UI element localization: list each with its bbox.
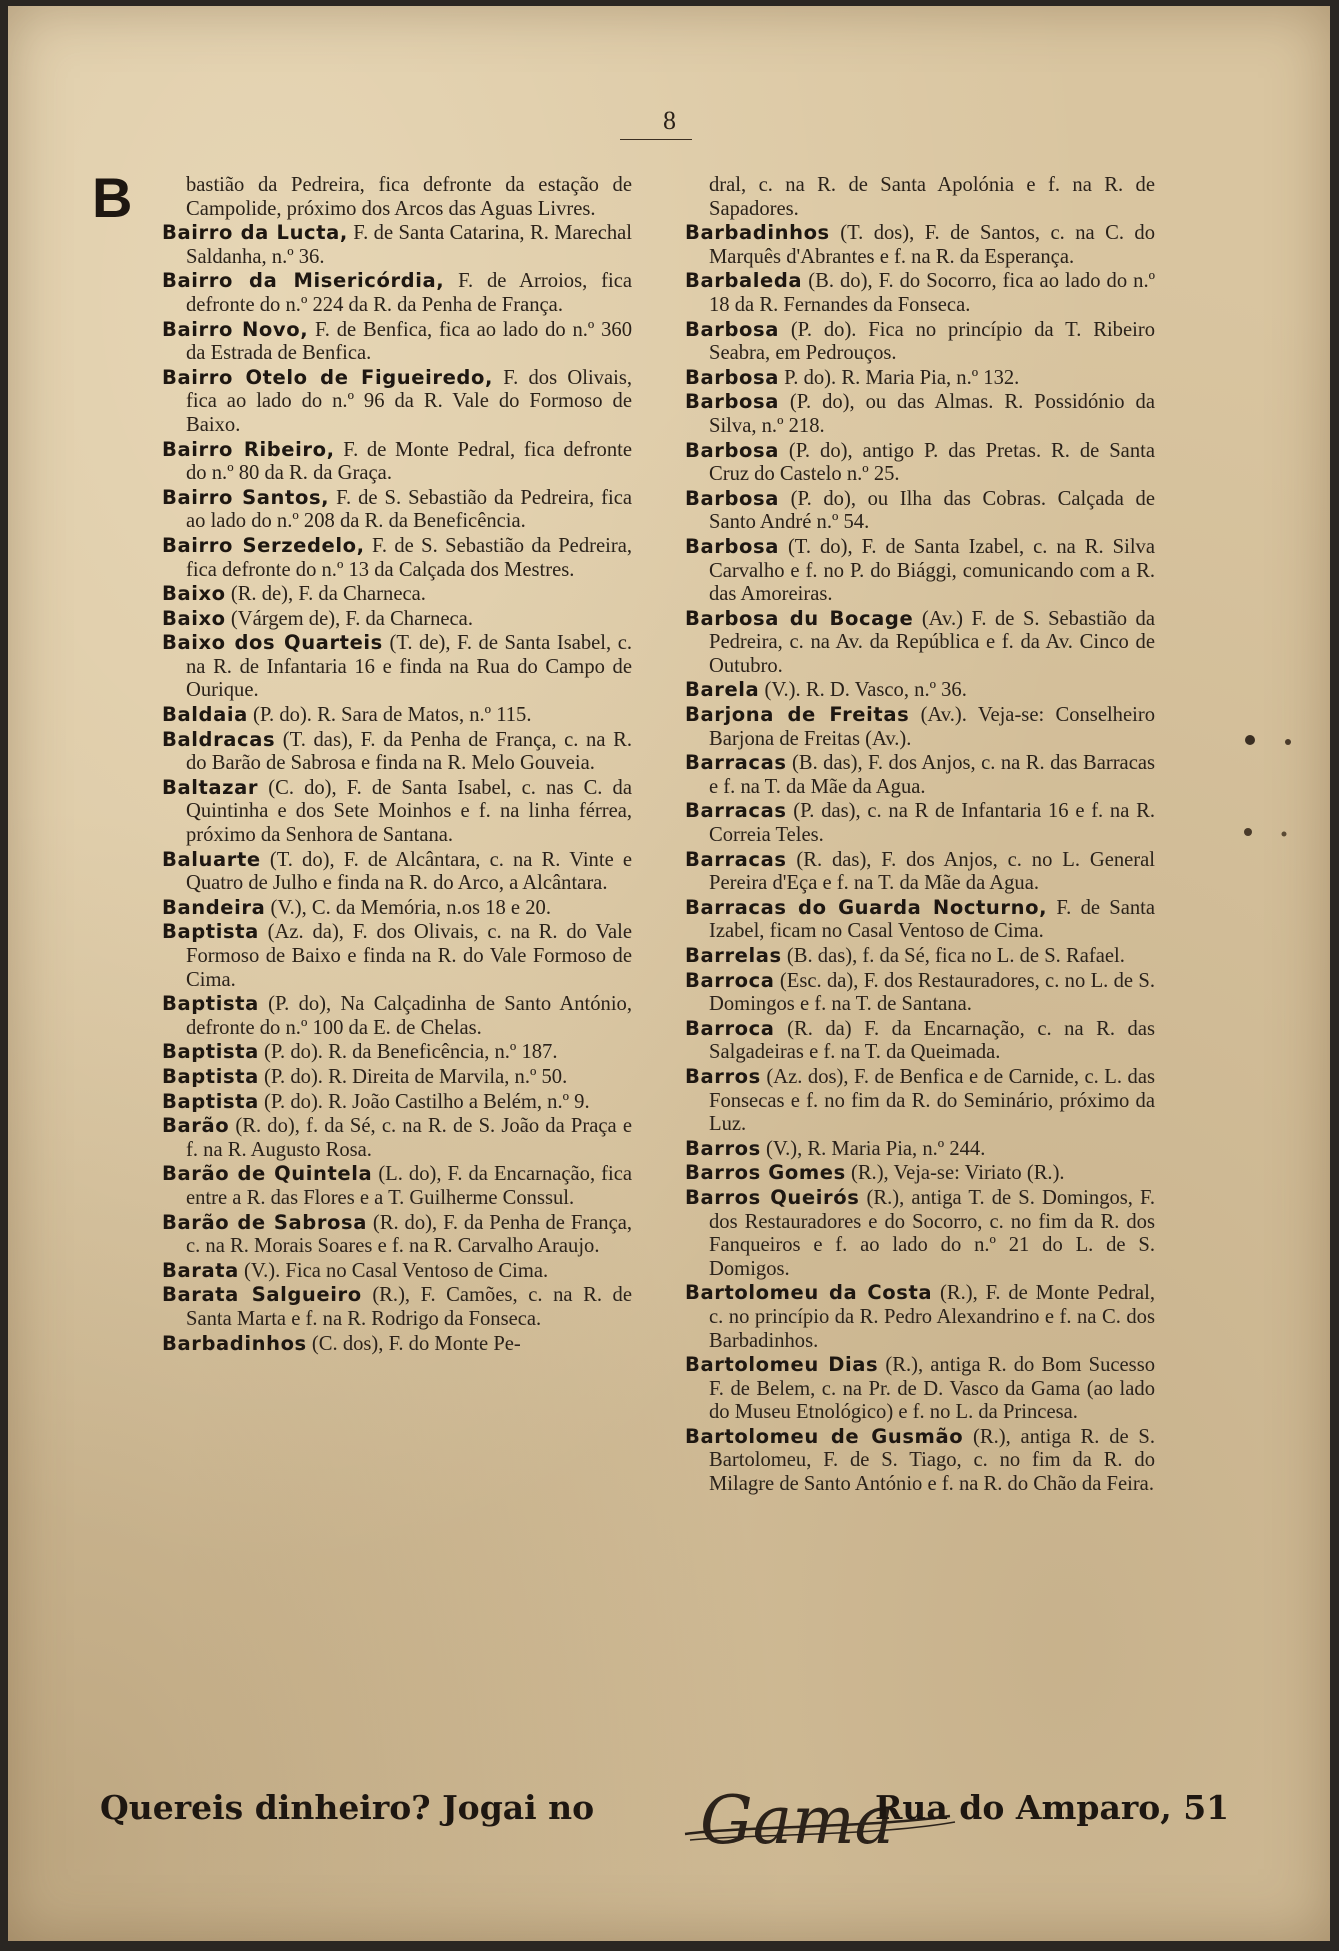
entry-text: F. dos Olivais, fica ao lado do n.º 96 da R. Vale do Formoso de Baixo. — [186, 366, 632, 436]
entry-headword: Barbosa — [685, 486, 779, 510]
index-entry — [162, 221, 632, 269]
entry-text: (R.), F. Camões, c. na R. de Santa Marta e f. na R. Rodrigo da Fonseca. — [186, 1284, 632, 1330]
entry-text: dral, c. na R. de Santa Apolónia e f. na R. de Sapadores. — [709, 174, 1155, 220]
entry-text: (P. do). Fica no princípio da T. Ribeiro Seabra, em Pedrouços. — [709, 318, 1155, 365]
entry-text: (R.), antiga R. de S. Bartolomeu, F. de S. Tiago, c. no fim da R. do Milagre de Santo António e f. na R. do Chão da Feira. — [709, 1425, 1155, 1496]
index-entry — [685, 848, 1155, 896]
index-entry — [162, 486, 632, 534]
index-entry — [162, 318, 632, 366]
index-entry — [685, 896, 1155, 944]
ink-specks — [1240, 720, 1320, 840]
entry-text: (V.), C. da Memória, n.os 18 e 20. — [265, 896, 551, 919]
entry-text: (Av.) F. de S. Sebastião da Pedreira, c. na Av. da República e f. da Av. Cinco de Outubro. — [709, 607, 1155, 677]
entry-text: (Várgem de), F. da Charneca. — [225, 607, 473, 630]
entry-text: (P. do), antigo P. das Pretas. R. de Santa Cruz do Castelo n.º 25. — [709, 439, 1155, 486]
entry-text: (P. do). R. Direita de Marvila, n.º 50. — [258, 1065, 568, 1088]
entry-headword: Baixo dos Quarteis — [162, 631, 383, 655]
entry-text: bastião da Pedreira, fica defronte da estação de Campolide, próximo dos Arcos das Aguas Livres. — [186, 174, 632, 220]
entry-text: (T. dos), F. de Santos, c. na C. do Marquês d'Abrantes e f. na R. da Esperança. — [709, 222, 1155, 268]
index-entry — [162, 366, 632, 438]
entry-text: (P. do). R. Sara de Matos, n.º 115. — [247, 704, 532, 727]
index-entry — [685, 969, 1155, 1017]
entry-text: (Az. dos), F. de Benfica e de Carnide, c. L. das Fonsecas e f. no fim da R. do Seminário, próximo da Luz. — [709, 1065, 1155, 1136]
index-entry — [162, 582, 632, 607]
index-entry — [685, 1065, 1155, 1137]
entry-text: (V.). R. D. Vasco, n.º 36. — [759, 679, 967, 702]
index-entry — [685, 221, 1155, 269]
entry-text: (T. das), F. da Penha de França, c. na R. do Barão de Sabrosa e finda na R. Melo Gouveia. — [186, 728, 632, 775]
entry-text: (T. do), F. de Alcântara, c. na R. Vinte e Quatro de Julho e finda na R. do Arco, a Alcântara. — [186, 848, 632, 895]
index-entry — [162, 728, 632, 776]
entry-text: (Az. da), F. dos Olivais, c. na R. do Vale Formoso de Baixo e finda na R. do Vale Formoso de Cima. — [186, 921, 632, 991]
index-entry — [162, 438, 632, 486]
index-entry — [685, 944, 1155, 969]
index-entry — [685, 1137, 1155, 1162]
entry-headword: Bairro da Misericórdia, — [162, 269, 445, 293]
entry-headword: Barrelas — [685, 944, 782, 967]
entry-text: (T. de), F. de Santa Isabel, c. na R. de Infantaria 16 e finda na Rua do Campo de Ourique. — [186, 632, 633, 702]
index-entry — [162, 920, 632, 992]
index-entry — [685, 799, 1155, 847]
entry-headword: Bairro Serzedelo, — [162, 533, 365, 557]
index-entry — [685, 607, 1155, 679]
entry-headword: Barracas — [685, 847, 787, 871]
index-entry — [162, 1162, 632, 1210]
entry-headword: Barão de Sabrosa — [162, 1210, 368, 1234]
footer-text-right: Rua do Amparo, 51 — [875, 1788, 1230, 1827]
index-entry — [162, 1090, 632, 1115]
entry-headword: Barracas — [685, 799, 787, 823]
entry-headword: Barracas do Guarda Nocturno, — [685, 895, 1048, 919]
entry-text: F. de Arroios, fica defronte do n.º 224 da R. da Penha de França. — [186, 270, 632, 316]
entry-headword: Barata — [162, 1258, 239, 1282]
entry-text: (R.), Veja-se: Viriato (R.). — [845, 1162, 1065, 1185]
index-entry — [685, 1425, 1155, 1497]
entry-headword: Barbosa — [685, 438, 779, 462]
index-entry — [685, 1281, 1155, 1353]
index-entry — [685, 751, 1155, 799]
index-entry — [685, 487, 1155, 535]
entry-headword: Barros — [685, 1064, 761, 1088]
entry-headword: Barbosa — [685, 317, 779, 341]
entry-headword: Barros — [685, 1136, 761, 1160]
entry-text: (R.), antiga R. do Bom Sucesso F. de Belem, c. na Pr. de D. Vasco da Gama (ao lado do Museu Etnológico) e f. no L. da Princesa. — [709, 1354, 1156, 1424]
left-column — [162, 174, 632, 1356]
entry-headword: Barela — [685, 678, 760, 702]
index-entry — [162, 631, 632, 703]
entry-headword: Barbosa — [685, 534, 779, 558]
entry-text: (L. do), F. da Encarnação, fica entre a R. das Flores e a T. Guilherme Conssul. — [186, 1163, 632, 1209]
advertisement-footer — [100, 1780, 1240, 1859]
index-entry — [162, 174, 632, 221]
entry-text: F. de Santa Izabel, ficam no Casal Ventoso de Cima. — [709, 896, 1156, 943]
index-entry — [162, 1211, 632, 1259]
index-entry — [162, 1114, 632, 1162]
entry-headword: Barroca — [685, 968, 775, 992]
entry-text: F. de S. Sebastião da Pedreira, fica ao lado do n.º 208 da R. da Beneficência. — [186, 486, 633, 533]
entry-text: F. de Benfica, fica ao lado do n.º 360 da Estrada de Benfica. — [186, 318, 632, 365]
index-entry — [162, 848, 632, 896]
index-entry — [162, 534, 632, 582]
page-number-rule — [620, 139, 692, 140]
entry-headword: Barbosa — [685, 390, 779, 414]
entry-headword: Baltazar — [162, 775, 259, 799]
entry-headword: Baldracas — [162, 727, 276, 751]
entry-headword: Barata Salgueiro — [162, 1283, 362, 1307]
entry-headword: Barros Gomes — [685, 1161, 846, 1185]
index-entry — [162, 1332, 632, 1357]
index-entry — [685, 535, 1155, 607]
entry-text: F. de Monte Pedral, fica defronte do n.º 80 da R. da Graça. — [186, 438, 632, 485]
index-entry — [162, 1259, 632, 1284]
entry-headword: Barão de Quintela — [162, 1162, 373, 1186]
entry-text: P. do). R. Maria Pia, n.º 132. — [778, 366, 1020, 389]
entry-headword: Baixo — [162, 582, 226, 606]
entry-headword: Baluarte — [162, 847, 261, 871]
entry-text: (T. do), F. de Santa Izabel, c. na R. Silva Carvalho e f. no P. do Biággi, comunicando com a R. das Amoreiras. — [709, 535, 1155, 606]
entry-headword: Barbadinhos — [162, 1331, 307, 1355]
section-letter: B — [92, 166, 133, 229]
index-entry — [685, 269, 1155, 317]
entry-text: (P. do). R. da Beneficência, n.º 187. — [258, 1041, 558, 1064]
index-entry — [162, 992, 632, 1040]
entry-headword: Bairro da Lucta, — [162, 221, 348, 245]
entry-headword: Barbosa — [685, 365, 779, 389]
entry-headword: Baldaia — [162, 703, 248, 727]
index-entry — [685, 703, 1155, 751]
entry-headword: Barracas — [685, 751, 787, 775]
entry-text: (R. da) F. da Encarnação, c. na R. das Salgadeiras e f. na T. da Queimada. — [709, 1017, 1155, 1064]
index-entry — [162, 269, 632, 317]
index-entry — [162, 703, 632, 728]
entry-headword: Baptista — [162, 1089, 259, 1113]
entry-text: (B. do), F. do Socorro, fica ao lado do n.º 18 da R. Fernandes da Fonseca. — [709, 270, 1155, 316]
entry-text: (R.), antiga T. de S. Domingos, F. dos Restauradores e do Socorro, c. no fim da R. dos Fanqueiros e f. ao lado do n.º 21 do L. de S. Domigos. — [709, 1186, 1156, 1280]
entry-text: (P. do), Na Calçadinha de Santo António, defronte do n.º 100 da E. de Chelas. — [186, 993, 632, 1039]
entry-headword: Baptista — [162, 1064, 259, 1088]
index-entry — [685, 439, 1155, 487]
right-column — [685, 174, 1155, 1497]
index-entry — [162, 1065, 632, 1090]
entry-text: (V.). Fica no Casal Ventoso de Cima. — [238, 1259, 549, 1282]
entry-text: (P. do). R. João Castilho a Belém, n.º 9. — [258, 1090, 590, 1113]
entry-headword: Bandeira — [162, 895, 266, 919]
entry-text: (R. do), F. da Penha de França, c. na R. Morais Soares e f. na R. Carvalho Araujo. — [186, 1211, 633, 1258]
entry-text: (B. das), F. dos Anjos, c. na R. das Barracas e f. na T. da Mãe da Agua. — [709, 752, 1155, 798]
entry-text: (Av.). Veja-se: Conselheiro Barjona de Freitas (Av.). — [709, 704, 1155, 750]
index-entry — [162, 607, 632, 632]
index-entry — [685, 174, 1155, 221]
entry-text: (R.), F. de Monte Pedral, c. no princípio da R. Pedro Alexandrino e f. na C. dos Barbadinhos. — [709, 1282, 1155, 1352]
entry-headword: Barbadinhos — [685, 221, 830, 245]
entry-headword: Bairro Santos, — [162, 485, 330, 509]
index-entry — [162, 1283, 632, 1331]
entry-text: (Esc. da), F. dos Restauradores, c. no L. de S. Domingos e f. na T. de Santana. — [709, 969, 1155, 1016]
index-entry — [685, 1161, 1155, 1186]
entry-headword: Bairro Otelo de Figueiredo, — [162, 365, 493, 389]
entry-headword: Bairro Novo, — [162, 317, 309, 341]
entry-text: (V.), R. Maria Pia, n.º 244. — [760, 1137, 986, 1160]
entry-headword: Barjona de Freitas — [685, 703, 910, 727]
entry-headword: Barroca — [685, 1016, 775, 1040]
entry-text: F. de Santa Catarina, R. Marechal Saldanha, n.º 36. — [186, 222, 632, 268]
entry-text: (P. do), ou Ilha das Cobras. Calçada de Santo André n.º 54. — [709, 487, 1155, 534]
index-entry — [162, 776, 632, 848]
footer-text-left: Quereis dinheiro? Jogai no — [100, 1788, 595, 1827]
index-entry — [685, 678, 1155, 703]
entry-headword: Bartolomeu de Gusmão — [685, 1424, 964, 1448]
index-entry — [162, 896, 632, 921]
entry-headword: Baixo — [162, 606, 226, 630]
entry-headword: Barbosa du Bocage — [685, 606, 914, 630]
index-entry — [162, 1040, 632, 1065]
entry-headword: Bartolomeu da Costa — [685, 1281, 933, 1305]
entry-headword: Barão — [162, 1114, 230, 1138]
entry-text: (P. das), c. na R de Infantaria 16 e f. na R. Correia Teles. — [709, 800, 1155, 847]
entry-text: (P. do), ou das Almas. R. Possidónio da Silva, n.º 218. — [709, 391, 1155, 437]
entry-text: F. de S. Sebastião da Pedreira, fica defronte do n.º 13 da Calçada dos Mestres. — [186, 534, 632, 581]
entry-text: (R. de), F. da Charneca. — [225, 583, 426, 606]
page-number: 8 — [663, 106, 676, 135]
entry-headword: Bartolomeu Dias — [685, 1353, 879, 1377]
entry-text: (C. dos), F. do Monte Pe- — [306, 1332, 521, 1355]
index-entry — [685, 1186, 1155, 1281]
index-entry — [685, 390, 1155, 438]
index-entry — [685, 1353, 1155, 1425]
entry-headword: Baptista — [162, 920, 259, 944]
gama-logo-text: Gama — [700, 1782, 895, 1859]
index-entry — [685, 1017, 1155, 1065]
entry-headword: Barbaleda — [685, 269, 803, 293]
entry-text: (R. do), f. da Sé, c. na R. de S. João da Praça e f. na R. Augusto Rosa. — [186, 1115, 632, 1161]
index-entry — [685, 366, 1155, 391]
entry-headword: Baptista — [162, 992, 259, 1016]
index-entry — [685, 318, 1155, 366]
entry-headword: Barros Queirós — [685, 1185, 860, 1209]
entry-text: (C. do), F. de Santa Isabel, c. nas C. da Quintinha e dos Sete Moinhos e f. na linha férrea, próximo da Senhora de Santana. — [186, 776, 632, 847]
entry-headword: Baptista — [162, 1040, 259, 1064]
entry-headword: Bairro Ribeiro, — [162, 437, 335, 461]
entry-text: (B. das), f. da Sé, fica no L. de S. Rafael. — [781, 945, 1125, 967]
entry-text: (R. das), F. dos Anjos, c. no L. General Pereira d'Eça e f. na T. da Mãe da Agua. — [709, 848, 1155, 895]
